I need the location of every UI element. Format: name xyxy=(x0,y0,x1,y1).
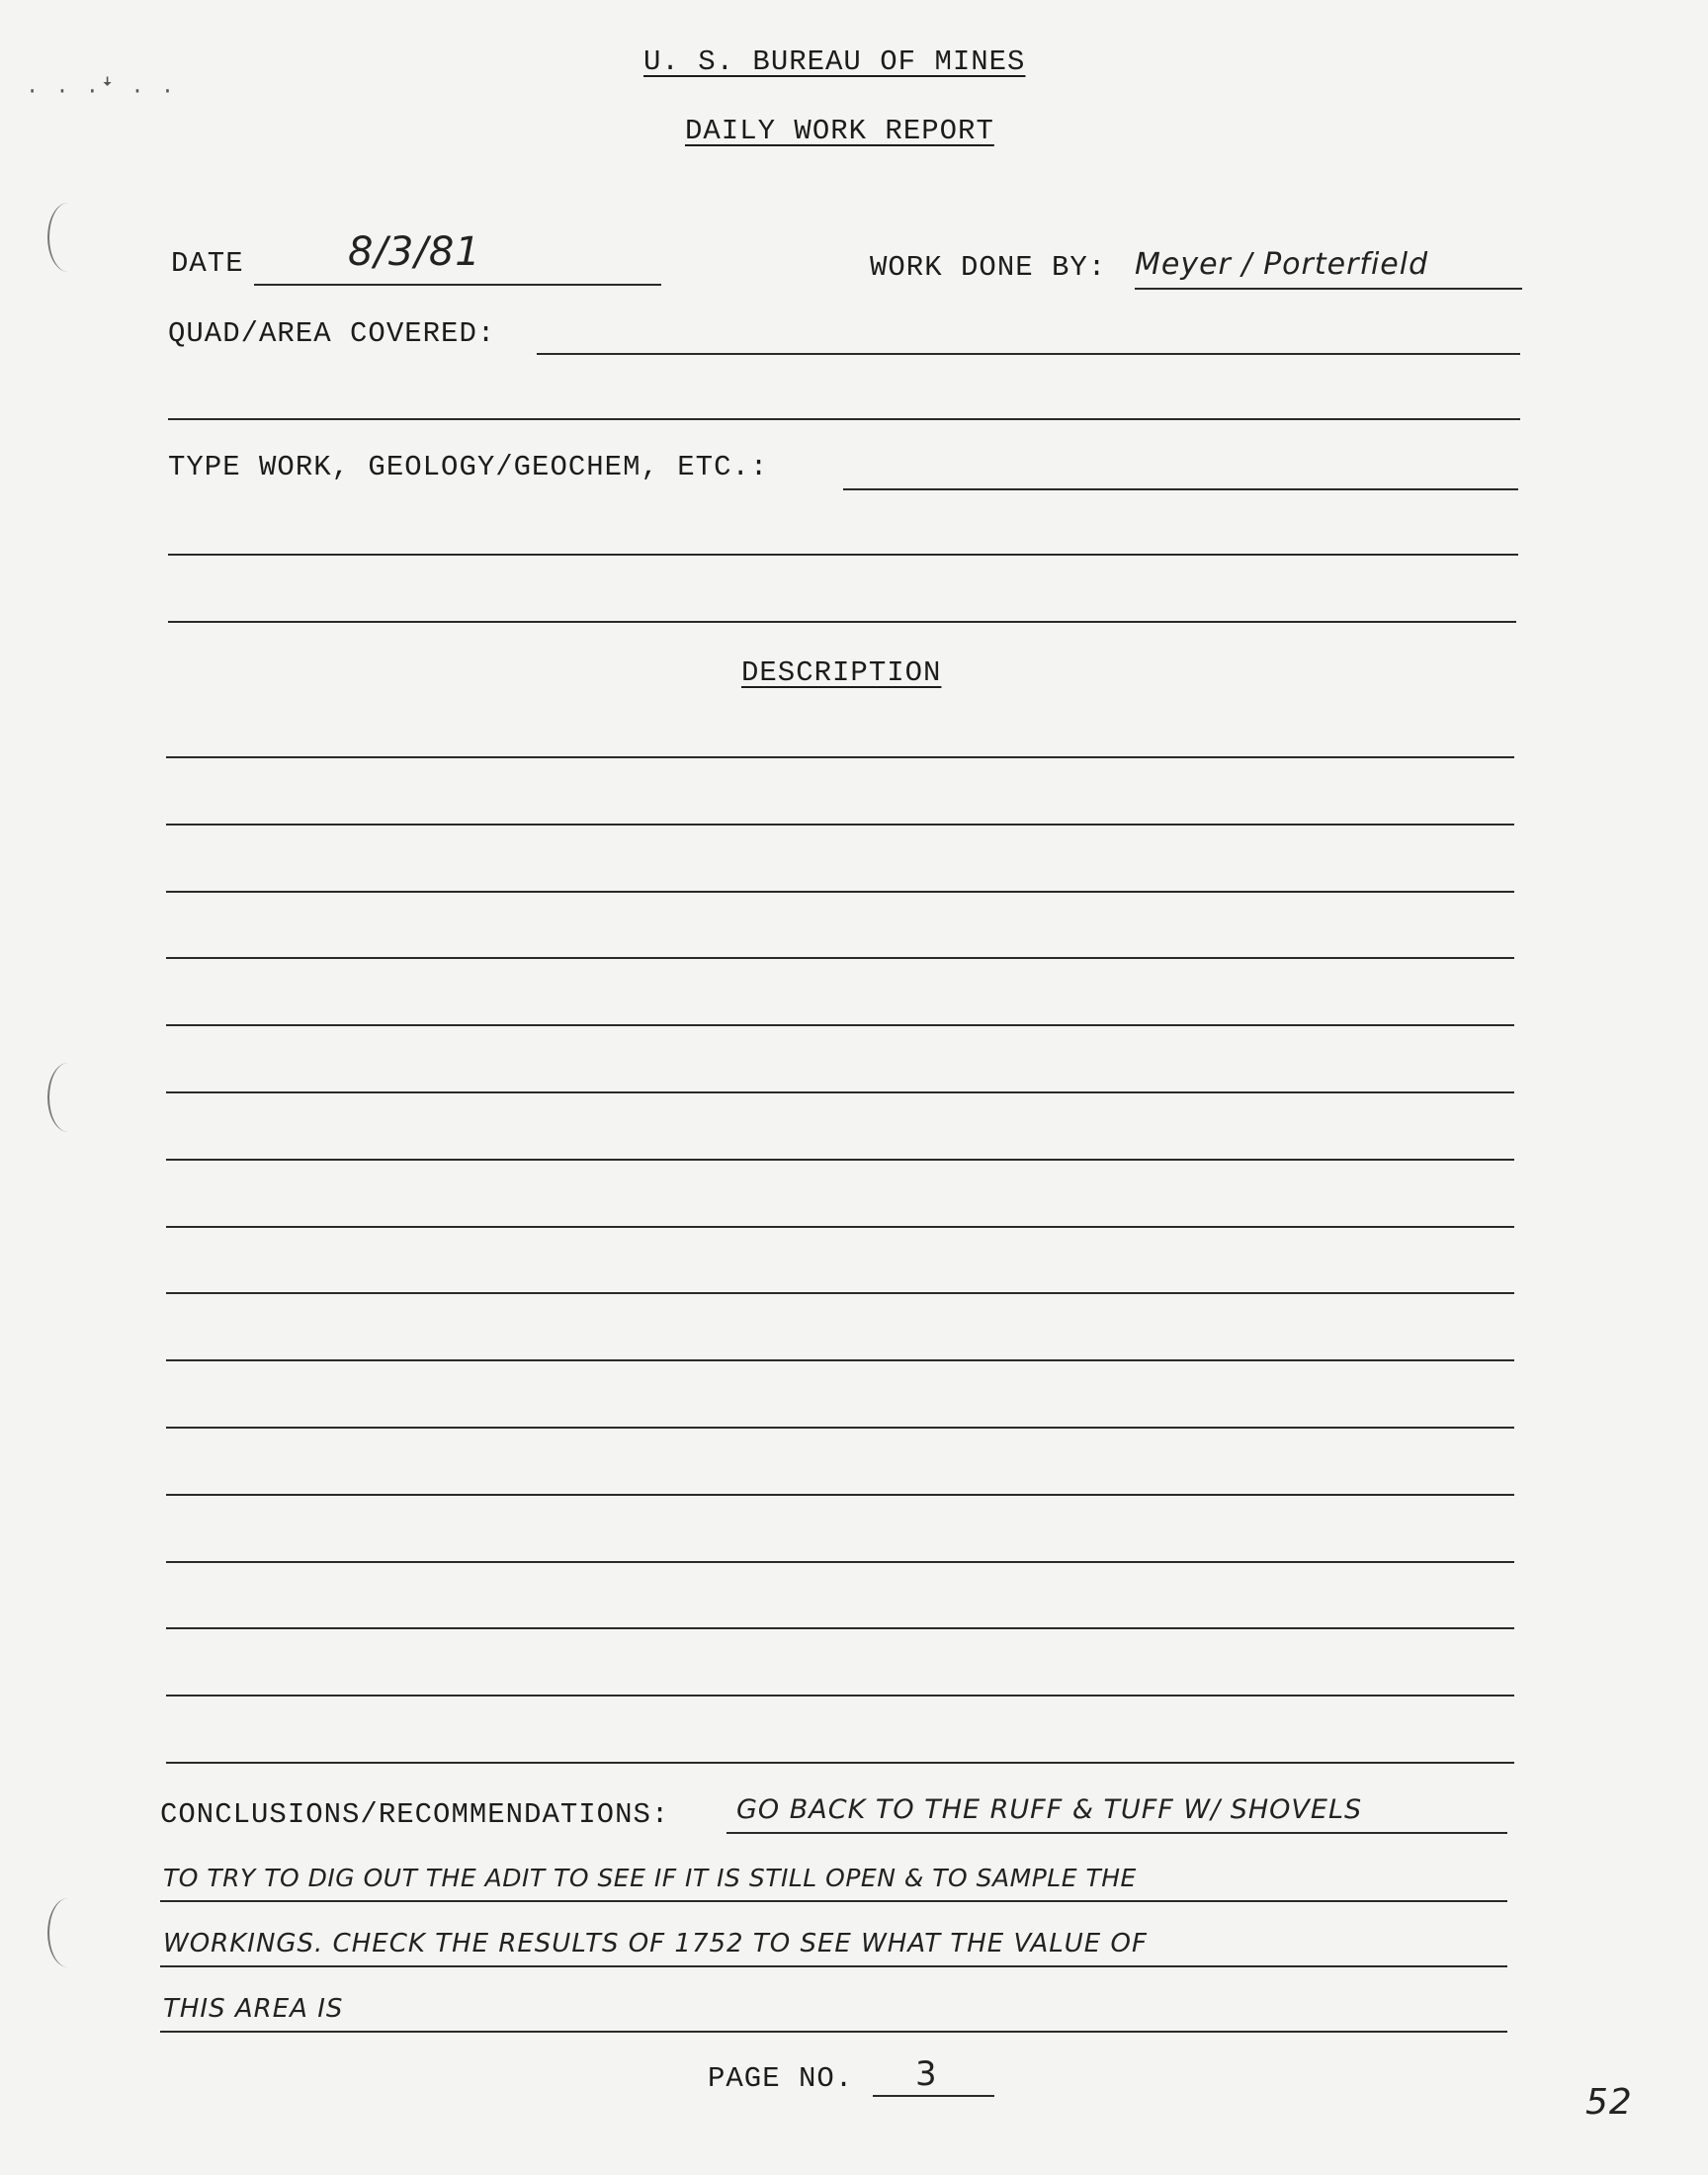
conclusions-line-4 xyxy=(160,2031,1507,2033)
description-line[interactable] xyxy=(166,1159,1514,1161)
quad-area-label: QUAD/AREA COVERED: xyxy=(168,317,496,350)
quad-area-line[interactable] xyxy=(537,353,1520,355)
date-label: DATE xyxy=(171,247,244,280)
work-done-by-line xyxy=(1135,288,1522,290)
date-line xyxy=(254,284,661,286)
page-number-value: 3 xyxy=(915,2054,938,2094)
description-line[interactable] xyxy=(166,1091,1514,1093)
description-line[interactable] xyxy=(166,1627,1514,1629)
conclusions-text-2: TO TRY TO DIG OUT THE ADIT TO SEE IF IT IS STILL OPEN & TO SAMPLE THE xyxy=(163,1864,1137,1892)
description-line[interactable] xyxy=(166,1024,1514,1026)
agency-title: U. S. BUREAU OF MINES xyxy=(643,45,1026,78)
report-title: DAILY WORK REPORT xyxy=(685,115,994,147)
punch-hole xyxy=(47,1063,89,1132)
description-line[interactable] xyxy=(166,1292,1514,1294)
description-line[interactable] xyxy=(166,756,1514,758)
conclusions-line-1 xyxy=(726,1832,1507,1834)
description-line[interactable] xyxy=(166,1359,1514,1361)
description-line[interactable] xyxy=(166,891,1514,893)
work-done-by-value[interactable]: Meyer / Porterfield xyxy=(1135,247,1429,282)
description-line[interactable] xyxy=(166,1226,1514,1228)
type-work-line-3[interactable] xyxy=(168,621,1516,623)
description-line[interactable] xyxy=(166,1427,1514,1429)
page-number-label: PAGE NO. xyxy=(708,2062,854,2095)
work-done-by-label: WORK DONE BY: xyxy=(870,251,1107,284)
type-work-line[interactable] xyxy=(843,488,1518,490)
conclusions-line-3 xyxy=(160,1965,1507,1967)
type-work-line-2[interactable] xyxy=(168,554,1518,556)
date-value[interactable]: 8/3/81 xyxy=(348,229,481,275)
description-heading: DESCRIPTION xyxy=(741,656,942,689)
conclusions-text-1: GO BACK TO THE RUFF & TUFF W/ SHOVELS xyxy=(736,1794,1363,1825)
punch-hole xyxy=(47,1898,89,1967)
conclusions-label: CONCLUSIONS/RECOMMENDATIONS: xyxy=(160,1798,670,1831)
conclusions-text-4: THIS AREA IS xyxy=(163,1994,344,2024)
description-line[interactable] xyxy=(166,824,1514,826)
description-line[interactable] xyxy=(166,1561,1514,1563)
conclusions-text-3: WORKINGS. CHECK THE RESULTS OF 1752 TO SEE WHAT THE VALUE OF xyxy=(163,1929,1148,1958)
stray-mark: · · ·ꜜ · · xyxy=(26,79,177,104)
conclusions-line-2 xyxy=(160,1900,1507,1902)
punch-hole xyxy=(47,203,89,272)
quad-area-line-2[interactable] xyxy=(168,418,1520,420)
corner-page-number: 52 xyxy=(1585,2082,1633,2123)
description-line[interactable] xyxy=(166,1695,1514,1696)
description-line[interactable] xyxy=(166,1762,1514,1764)
page-number-line xyxy=(873,2095,994,2097)
description-line[interactable] xyxy=(166,957,1514,959)
description-line[interactable] xyxy=(166,1494,1514,1496)
type-work-label: TYPE WORK, GEOLOGY/GEOCHEM, ETC.: xyxy=(168,451,769,483)
